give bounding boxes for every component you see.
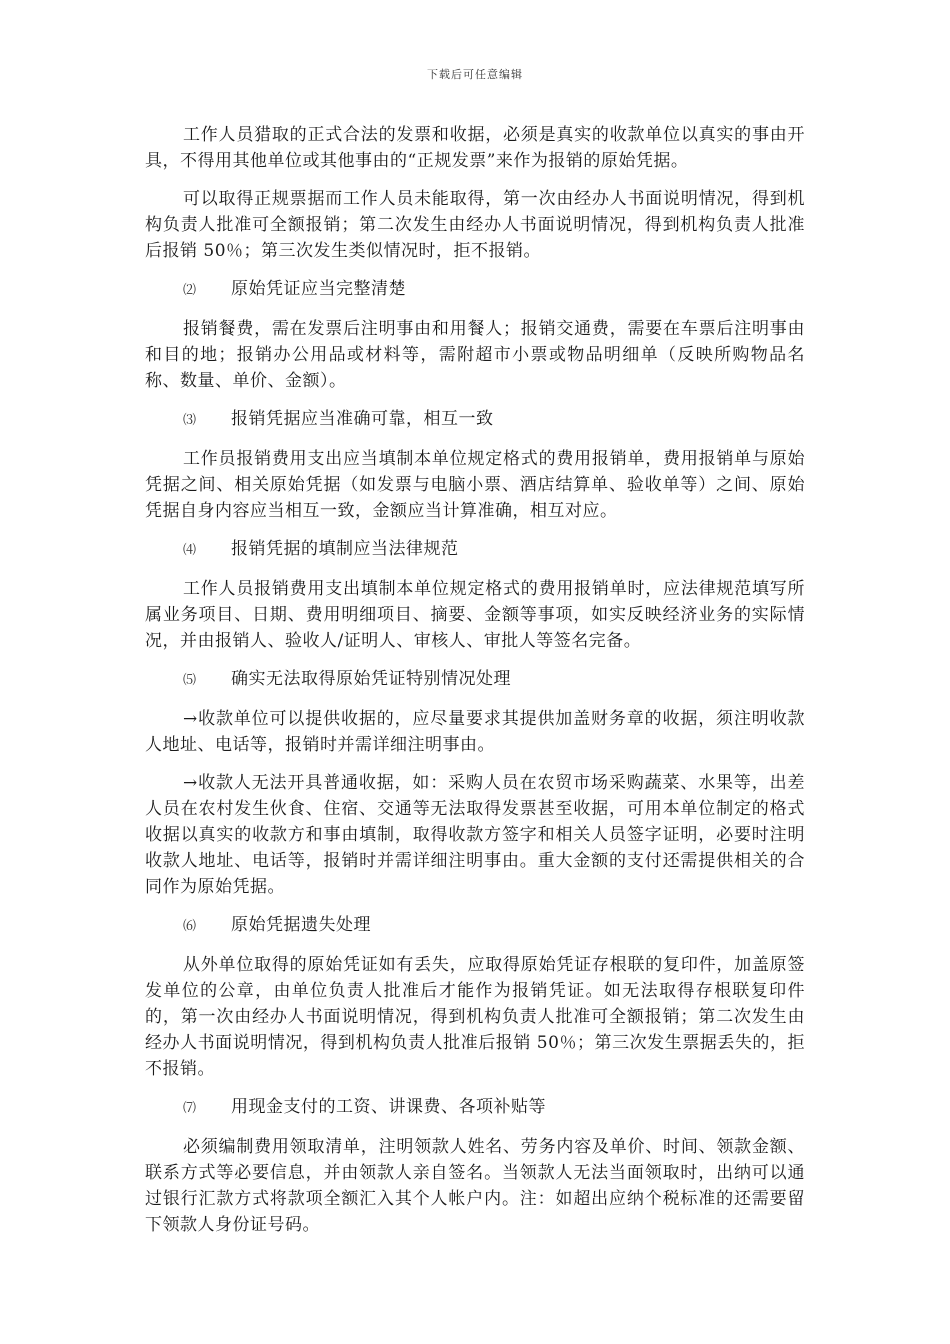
- section-title: 确实无法取得原始凭证特别情况处理: [231, 669, 511, 689]
- section-heading-5: [145, 666, 805, 694]
- paragraph-no-receipt-case: →收款人无法开具普通收据，如：采购人员在农贸市场采购蔬菜、水果等，出差人员在农村发生伙食、住宿、交通等无法取得发票甚至收据，可用本单位制定的格式收据以真实的收款方和事由填制，取得收款方签字和相关人员签字证明，必要时注明收款人地址、电话等，报销时并需详细注明事由。重大金额的支付还需提供相关的合同作为原始凭据。: [145, 773, 805, 897]
- paragraph-receipt-case: →收款单位可以提供收据的，应尽量要求其提供加盖财务章的收据，须注明收款人地址、电话等，报销时并需详细注明事由。: [145, 709, 805, 755]
- paragraph-cash-payments: 必须编制费用领取清单，注明领款人姓名、劳务内容及单价、时间、领款金额、联系方式等必要信息，并由领款人亲自签名。当领款人无法当面领取时，出纳可以通过银行汇款方式将款项全额汇入其个人帐户内。注：如超出应纳个税标准的还需要留下领款人身份证号码。: [145, 1137, 805, 1235]
- section-title: 报销凭据应当准确可靠，相互一致: [231, 409, 494, 429]
- section-title: 原始凭据遗失处理: [231, 915, 371, 935]
- paragraph-genuine-invoices: 工作人员猎取的正式合法的发票和收据，必须是真实的收款单位以真实的事由开具，不得用其他单位或其他事由的“正规发票”来作为报销的原始凭据。: [145, 125, 805, 171]
- page-header-note: 下载后可任意编辑: [427, 68, 523, 81]
- section-number: ⑵: [183, 283, 197, 298]
- paragraph-lost-vouchers: 从外单位取得的原始凭证如有丢失，应取得原始凭证存根联的复印件，加盖原签发单位的公章，由单位负责人批准后才能作为报销凭证。如无法取得存根联复印件的，第一次由经办人书面说明情况，得到机构负责人批准可全额报销；第二次发生由经办人书面说明情况，得到机构负责人批准后报销 50％；第三次发生票据丢失的，拒不报销。: [145, 955, 805, 1079]
- section-title: 报销凭据的填制应当法律规范: [231, 539, 459, 559]
- section-heading-7: [145, 1094, 805, 1122]
- section-number: ⑹: [183, 919, 197, 934]
- section-heading-6: [145, 912, 805, 940]
- paragraph-filling-rules: 工作人员报销费用支出填制本单位规定格式的费用报销单时，应法律规范填写所属业务项目、日期、费用明细项目、摘要、金额等事项，如实反映经济业务的实际情况，并由报销人、验收人/证明人、审核人、审批人等签名完备。: [145, 579, 805, 651]
- paragraph-consistent-vouchers: 工作员报销费用支出应当填制本单位规定格式的费用报销单，费用报销单与原始凭据之间、相关原始凭据（如发票与电脑小票、酒店结算单、验收单等）之间、原始凭据自身内容应当相互一致，金额应当计算准确，相互对应。: [145, 449, 805, 521]
- section-number: ⑺: [183, 1101, 197, 1116]
- paragraph-missing-invoices: 可以取得正规票据而工作人员未能取得，第一次由经办人书面说明情况，得到机构负责人批准可全额报销；第二次发生由经办人书面说明情况，得到机构负责人批准后报销 50％；第三次发生类似情况时，拒不报销。: [145, 189, 805, 261]
- paragraph-complete-vouchers: 报销餐费，需在发票后注明事由和用餐人；报销交通费，需要在车票后注明事由和目的地；报销办公用品或材料等，需附超市小票或物品明细单（反映所购物品名称、数量、单价、金额）。: [145, 319, 805, 391]
- section-heading-2: [145, 276, 805, 304]
- section-title: 原始凭证应当完整清楚: [231, 279, 406, 299]
- document-body: [145, 122, 805, 1250]
- section-heading-4: [145, 536, 805, 564]
- section-title: 用现金支付的工资、讲课费、各项补贴等: [231, 1097, 546, 1117]
- section-number: ⑸: [183, 673, 197, 688]
- section-heading-3: [145, 406, 805, 434]
- section-number: ⑶: [183, 413, 197, 428]
- section-number: ⑷: [183, 543, 197, 558]
